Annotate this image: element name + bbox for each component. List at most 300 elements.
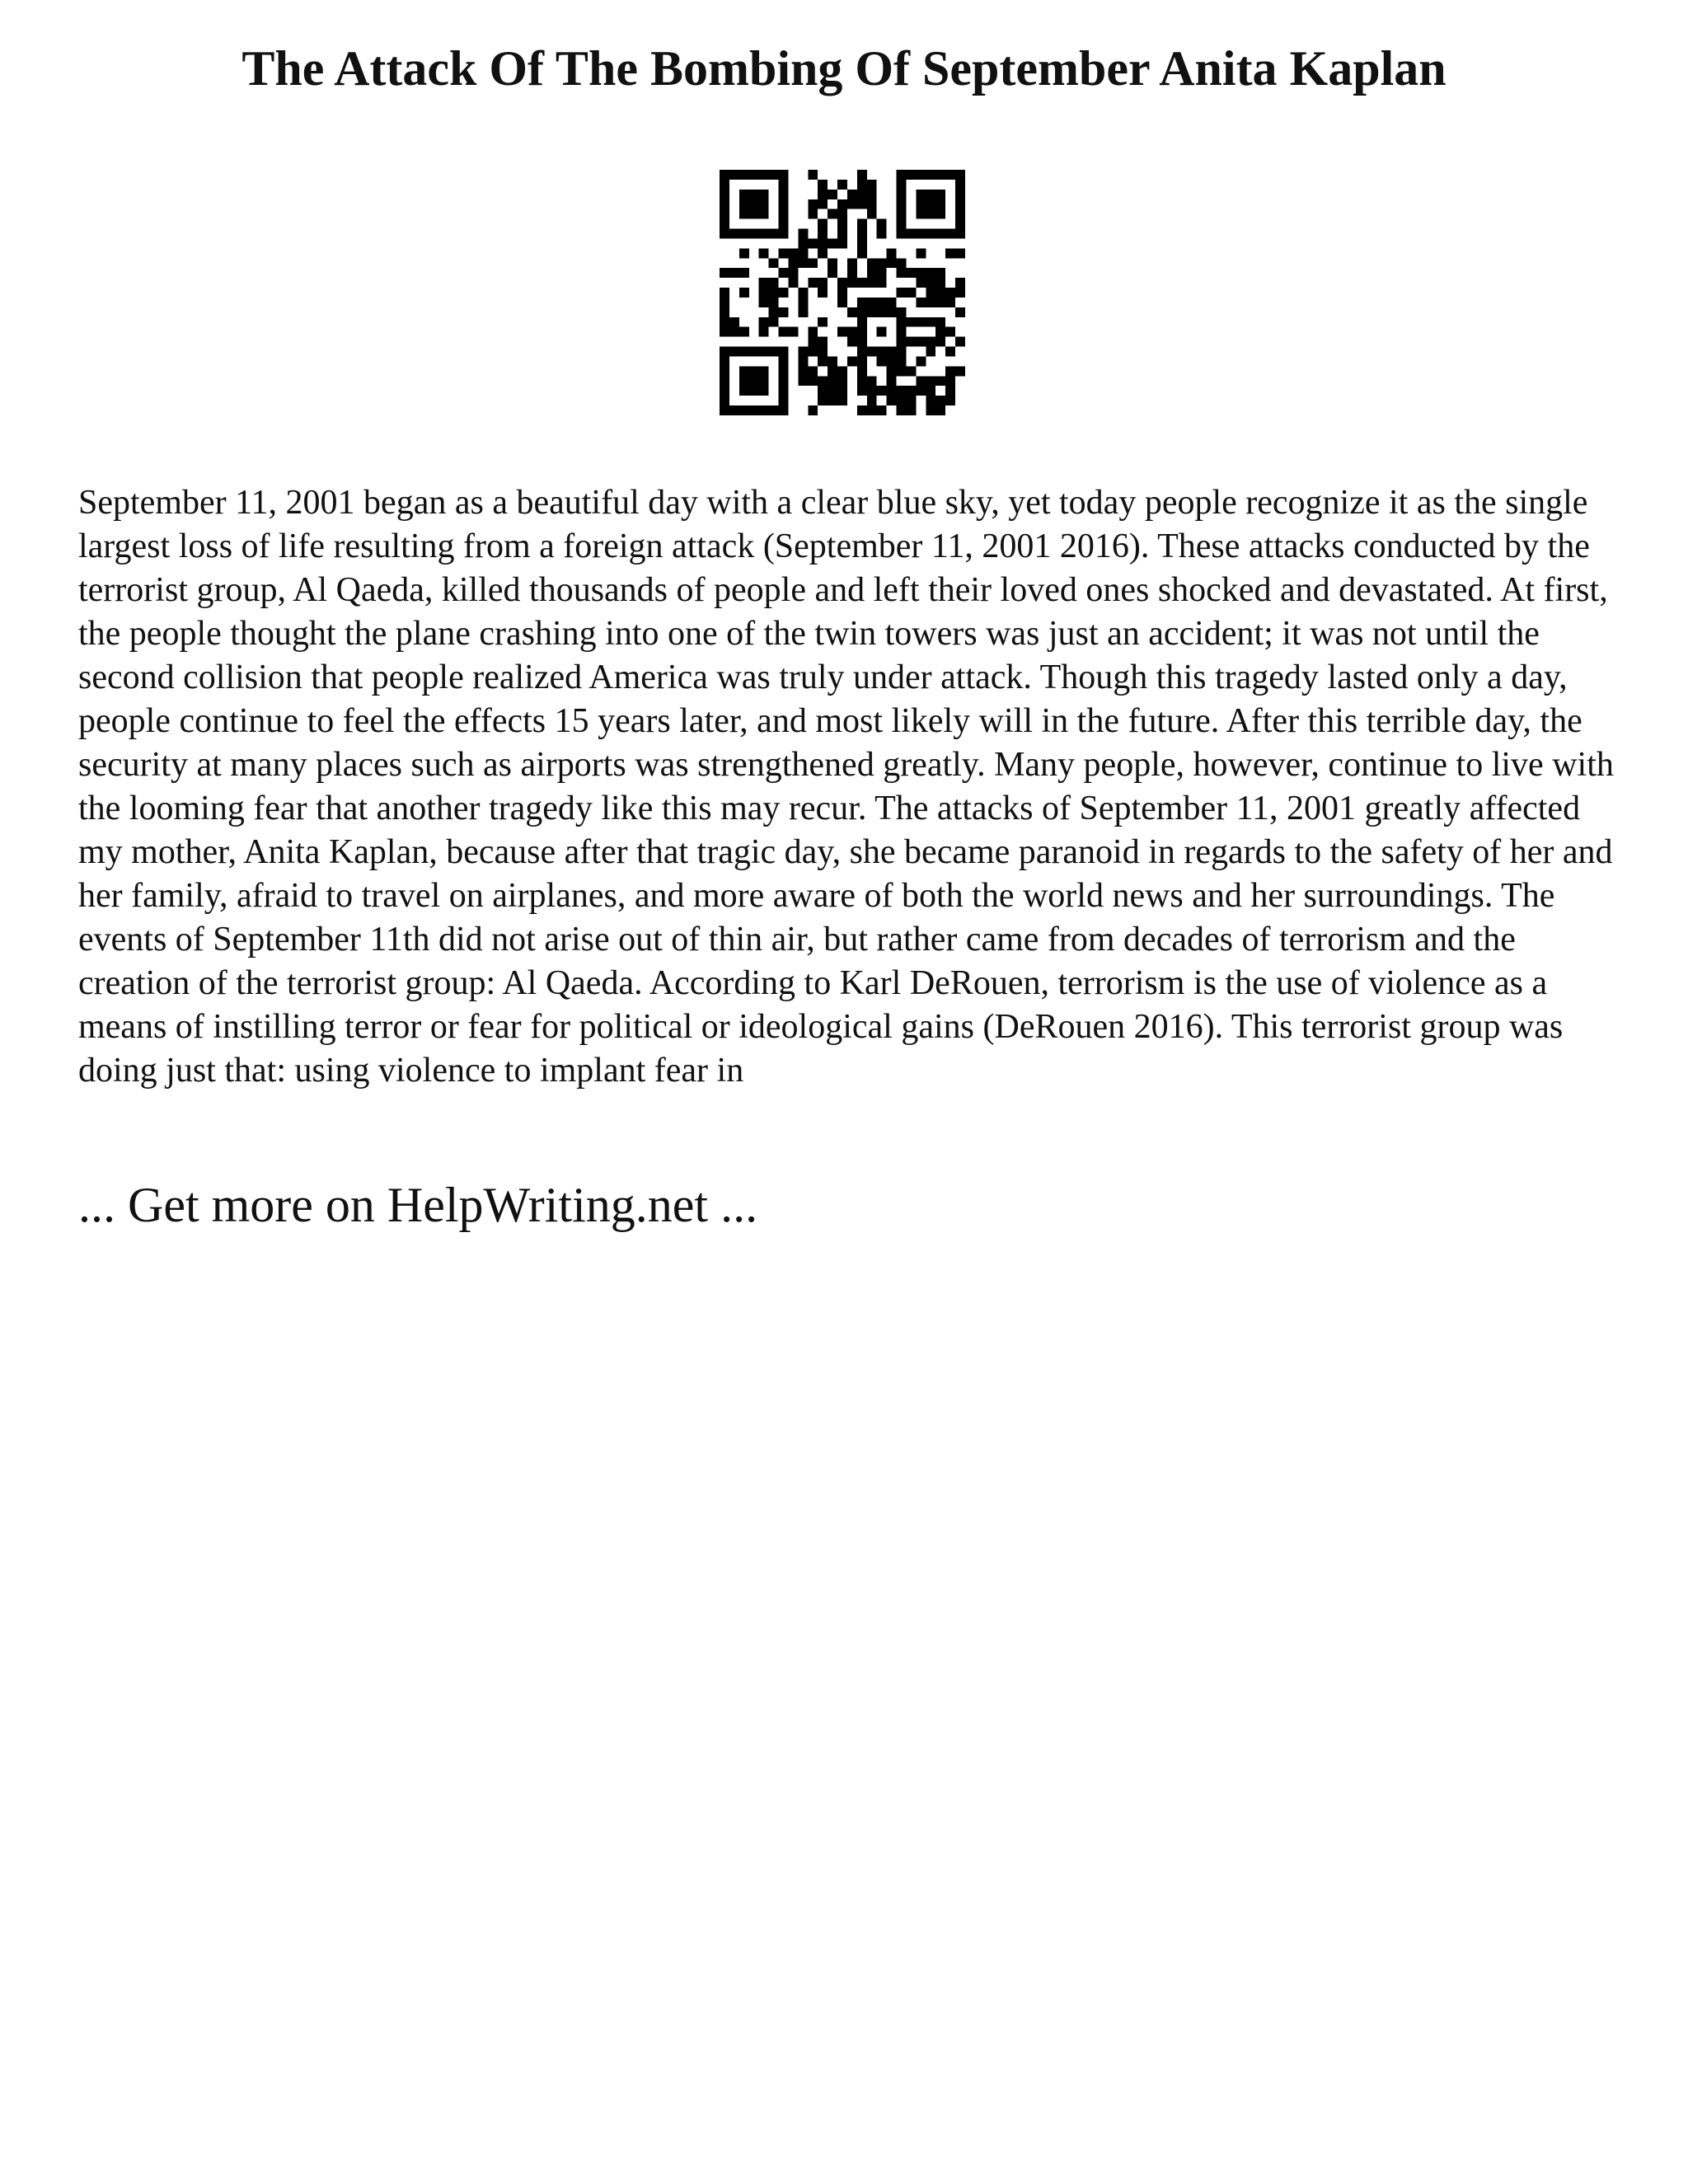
qr-module bbox=[818, 180, 828, 190]
qr-module bbox=[769, 170, 779, 180]
qr-module bbox=[897, 396, 907, 405]
qr-module bbox=[837, 376, 847, 386]
qr-module bbox=[877, 268, 887, 278]
qr-module bbox=[749, 386, 759, 396]
qr-module bbox=[877, 258, 887, 268]
qr-module bbox=[720, 209, 729, 219]
qr-module bbox=[857, 356, 867, 366]
qr-module bbox=[837, 209, 847, 219]
qr-module bbox=[720, 356, 729, 366]
qr-module bbox=[788, 258, 798, 268]
qr-module bbox=[935, 190, 945, 199]
qr-module bbox=[720, 405, 729, 415]
qr-module bbox=[729, 405, 739, 415]
qr-module bbox=[897, 307, 907, 317]
qr-module bbox=[808, 327, 818, 337]
qr-module bbox=[779, 356, 789, 366]
qr-module bbox=[955, 248, 965, 258]
qr-module bbox=[788, 278, 798, 288]
qr-module bbox=[779, 190, 789, 199]
qr-module bbox=[828, 258, 837, 268]
get-more-link[interactable]: ... Get more on HelpWriting.net ... bbox=[78, 1178, 758, 1232]
qr-module bbox=[798, 366, 808, 376]
qr-module bbox=[818, 396, 828, 405]
qr-module bbox=[818, 190, 828, 199]
qr-module bbox=[739, 405, 749, 415]
qr-module bbox=[739, 209, 749, 219]
qr-module bbox=[897, 229, 907, 239]
qr-module bbox=[887, 396, 897, 405]
qr-module bbox=[906, 268, 916, 278]
qr-module bbox=[926, 317, 935, 327]
qr-module bbox=[779, 170, 789, 180]
qr-module bbox=[808, 199, 818, 209]
qr-module bbox=[935, 376, 945, 386]
qr-module bbox=[779, 307, 789, 317]
qr-module bbox=[926, 288, 935, 298]
qr-module bbox=[779, 327, 789, 337]
qr-module bbox=[818, 219, 828, 229]
qr-module bbox=[945, 366, 955, 376]
qr-module bbox=[837, 366, 847, 376]
qr-module bbox=[867, 258, 877, 268]
qr-module bbox=[847, 199, 857, 209]
qr-module bbox=[739, 248, 749, 258]
qr-module bbox=[828, 209, 837, 219]
qr-module bbox=[818, 248, 828, 258]
qr-module bbox=[837, 298, 847, 307]
qr-module bbox=[867, 190, 877, 199]
qr-module bbox=[837, 238, 847, 248]
qr-module bbox=[906, 170, 916, 180]
qr-module bbox=[857, 180, 867, 190]
qr-module bbox=[729, 347, 739, 357]
qr-module bbox=[720, 190, 729, 199]
qr-module bbox=[916, 248, 926, 258]
qr-module bbox=[945, 396, 955, 405]
qr-module bbox=[867, 199, 877, 209]
qr-module bbox=[926, 190, 935, 199]
qr-module bbox=[739, 327, 749, 337]
qr-module bbox=[955, 307, 965, 317]
qr-module bbox=[759, 366, 769, 376]
qr-module bbox=[887, 386, 897, 396]
qr-module bbox=[828, 190, 837, 199]
qr-module bbox=[818, 376, 828, 386]
qr-module bbox=[739, 288, 749, 298]
qr-module bbox=[906, 317, 916, 327]
qr-module bbox=[769, 229, 779, 239]
qr-module bbox=[720, 386, 729, 396]
qr-module bbox=[926, 405, 935, 415]
qr-module bbox=[779, 229, 789, 239]
qr-module bbox=[926, 229, 935, 239]
qr-module bbox=[818, 317, 828, 327]
qr-module bbox=[887, 356, 897, 366]
qr-module bbox=[935, 209, 945, 219]
qr-module bbox=[897, 258, 907, 268]
qr-module bbox=[857, 405, 867, 415]
qr-module bbox=[916, 317, 926, 327]
qr-module bbox=[867, 405, 877, 415]
qr-module bbox=[749, 376, 759, 386]
qr-module bbox=[955, 180, 965, 190]
qr-module bbox=[935, 405, 945, 415]
qr-module bbox=[857, 366, 867, 376]
qr-module bbox=[955, 366, 965, 376]
qr-module bbox=[769, 405, 779, 415]
qr-module bbox=[945, 229, 955, 239]
qr-module bbox=[818, 288, 828, 298]
qr-module bbox=[897, 219, 907, 229]
qr-module bbox=[779, 219, 789, 229]
qr-module bbox=[887, 307, 897, 317]
qr-module bbox=[877, 327, 887, 337]
qr-module bbox=[935, 337, 945, 347]
qr-module bbox=[857, 170, 867, 180]
qr-module bbox=[857, 307, 867, 317]
qr-module bbox=[779, 268, 789, 278]
qr-module bbox=[808, 347, 818, 357]
qr-module bbox=[808, 376, 818, 386]
qr-module bbox=[720, 307, 729, 317]
qr-module bbox=[916, 337, 926, 347]
qr-module bbox=[897, 180, 907, 190]
qr-module bbox=[798, 307, 808, 317]
qr-module bbox=[955, 190, 965, 199]
qr-module bbox=[788, 248, 798, 258]
qr-module bbox=[867, 209, 877, 219]
qr-module bbox=[739, 376, 749, 386]
qr-module bbox=[897, 356, 907, 366]
qr-module bbox=[887, 248, 897, 258]
qr-module bbox=[828, 386, 837, 396]
qr-module bbox=[720, 347, 729, 357]
qr-module bbox=[739, 347, 749, 357]
qr-module bbox=[837, 386, 847, 396]
qr-module bbox=[945, 298, 955, 307]
qr-module bbox=[916, 386, 926, 396]
qr-module bbox=[906, 366, 916, 376]
qr-module bbox=[779, 396, 789, 405]
qr-module bbox=[926, 278, 935, 288]
qr-module bbox=[926, 170, 935, 180]
qr-module bbox=[837, 199, 847, 209]
qr-module bbox=[906, 288, 916, 298]
qr-module bbox=[798, 376, 808, 386]
qr-module bbox=[955, 219, 965, 229]
qr-module bbox=[739, 366, 749, 376]
qr-module bbox=[926, 209, 935, 219]
qr-module bbox=[837, 288, 847, 298]
qr-module bbox=[867, 347, 877, 357]
qr-module bbox=[798, 347, 808, 357]
qr-module bbox=[759, 376, 769, 386]
qr-module bbox=[847, 268, 857, 278]
qr-module bbox=[955, 278, 965, 288]
qr-module bbox=[729, 268, 739, 278]
qr-module bbox=[877, 278, 887, 288]
qr-module bbox=[808, 405, 818, 415]
qr-module bbox=[729, 327, 739, 337]
qr-module bbox=[857, 248, 867, 258]
qr-module bbox=[759, 248, 769, 258]
qr-module bbox=[828, 356, 837, 366]
qr-module bbox=[857, 278, 867, 288]
qr-module bbox=[897, 405, 907, 415]
qr-module bbox=[935, 278, 945, 288]
body-text: September 11, 2001 began as a beautiful day with a clear blue sky, yet today people recognize it as the single largest loss of life resulting from a foreign attack (September 11, 2001 2016). These attacks conducted by the terrorist group, Al Qaeda, killed thousands of people and left their loved ones shocked and devastated. At first, the people thought the plane crashing into one of the twin towers was just an accident; it was not until the second collision that people realized America was truly under attack. Though this tragedy lasted only a day, people continue to feel the effects 15 years later, and most likely will in the future. After this terrible day, the security at many places such as airports was strengthened greatly. Many people, however, continue to live with the looming fear that another tragedy like this may recur. The attacks of September 11, 2001 greatly affected my mother, Anita Kaplan, because after that tragic day, she became paranoid in regards to the safety of her and her family, afraid to travel on airplanes, and more aware of both the world news and her surroundings. The events of September 11th did not arise out of thin air, but rather came from decades of terrorism and the creation of the terrorist group: Al Qaeda. According to Karl DeRouen, terrorism is the use of violence as a means of instilling terror or fear for political or ideological gains (DeRouen 2016). This terrorist group was doing just that: using violence to implant fear in bbox=[78, 484, 1614, 1090]
qr-module bbox=[808, 209, 818, 219]
qr-module bbox=[955, 199, 965, 209]
qr-module bbox=[720, 180, 729, 190]
qr-module bbox=[828, 376, 837, 386]
qr-module bbox=[749, 209, 759, 219]
qr-module bbox=[935, 298, 945, 307]
qr-module bbox=[837, 219, 847, 229]
qr-module bbox=[798, 356, 808, 366]
qr-module bbox=[926, 386, 935, 396]
qr-module bbox=[945, 376, 955, 386]
qr-module bbox=[926, 337, 935, 347]
qr-module bbox=[857, 327, 867, 337]
qr-module bbox=[945, 248, 955, 258]
qr-module bbox=[798, 229, 808, 239]
qr-module bbox=[926, 347, 935, 357]
qr-module bbox=[906, 405, 916, 415]
qr-module bbox=[779, 248, 789, 258]
qr-module bbox=[945, 327, 955, 337]
qr-module bbox=[729, 170, 739, 180]
qr-module bbox=[720, 199, 729, 209]
qr-module bbox=[906, 337, 916, 347]
qr-module bbox=[867, 376, 877, 386]
qr-module bbox=[759, 405, 769, 415]
qr-module bbox=[720, 376, 729, 386]
qr-module bbox=[887, 347, 897, 357]
qr-module bbox=[808, 170, 818, 180]
qr-module bbox=[887, 298, 897, 307]
qr-module bbox=[857, 229, 867, 239]
qr-module bbox=[779, 405, 789, 415]
qr-module bbox=[798, 258, 808, 268]
qr-module bbox=[857, 199, 867, 209]
qr-module bbox=[916, 209, 926, 219]
qr-module bbox=[837, 396, 847, 405]
qr-module bbox=[847, 307, 857, 317]
qr-module bbox=[759, 317, 769, 327]
qr-code bbox=[720, 170, 965, 415]
qr-module bbox=[926, 268, 935, 278]
qr-module bbox=[818, 347, 828, 357]
qr-module bbox=[955, 229, 965, 239]
qr-module bbox=[720, 298, 729, 307]
qr-module bbox=[749, 347, 759, 357]
qr-module bbox=[759, 170, 769, 180]
qr-module bbox=[779, 288, 789, 298]
qr-module bbox=[897, 190, 907, 199]
qr-module bbox=[798, 288, 808, 298]
qr-module bbox=[759, 327, 769, 337]
qr-module bbox=[837, 327, 847, 337]
qr-module bbox=[759, 209, 769, 219]
qr-module bbox=[720, 170, 729, 180]
qr-module bbox=[788, 327, 798, 337]
qr-module bbox=[897, 366, 907, 376]
qr-module bbox=[720, 366, 729, 376]
qr-module bbox=[749, 366, 759, 376]
qr-module bbox=[867, 180, 877, 190]
qr-module bbox=[867, 386, 877, 396]
qr-module bbox=[897, 317, 907, 327]
qr-module bbox=[769, 298, 779, 307]
qr-module bbox=[720, 396, 729, 405]
qr-module bbox=[897, 337, 907, 347]
qr-module bbox=[935, 317, 945, 327]
qr-module bbox=[739, 268, 749, 278]
qr-module bbox=[769, 278, 779, 288]
qr-module bbox=[857, 376, 867, 386]
qr-module bbox=[818, 278, 828, 288]
qr-module bbox=[847, 278, 857, 288]
qr-module bbox=[887, 366, 897, 376]
qr-module bbox=[720, 219, 729, 229]
qr-module bbox=[857, 219, 867, 229]
qr-module bbox=[818, 386, 828, 396]
qr-module bbox=[916, 376, 926, 386]
qr-module bbox=[720, 327, 729, 337]
qr-module bbox=[749, 405, 759, 415]
qr-module bbox=[720, 288, 729, 298]
qr-module bbox=[749, 229, 759, 239]
qr-module bbox=[857, 298, 867, 307]
qr-module bbox=[955, 170, 965, 180]
qr-module bbox=[798, 248, 808, 258]
qr-code-icon bbox=[720, 170, 965, 415]
qr-module bbox=[779, 376, 789, 386]
qr-module bbox=[847, 337, 857, 347]
qr-module bbox=[759, 229, 769, 239]
qr-module bbox=[877, 307, 887, 317]
qr-module bbox=[877, 229, 887, 239]
qr-module bbox=[877, 386, 887, 396]
qr-module bbox=[935, 396, 945, 405]
qr-module bbox=[828, 396, 837, 405]
qr-module bbox=[897, 386, 907, 396]
qr-module bbox=[935, 288, 945, 298]
qr-module bbox=[847, 327, 857, 337]
qr-module bbox=[935, 327, 945, 337]
qr-module bbox=[857, 347, 867, 357]
qr-module bbox=[906, 396, 916, 405]
qr-module bbox=[808, 337, 818, 347]
qr-module bbox=[916, 278, 926, 288]
qr-module bbox=[739, 170, 749, 180]
qr-module bbox=[916, 356, 926, 366]
qr-module bbox=[759, 288, 769, 298]
qr-module bbox=[759, 298, 769, 307]
qr-module bbox=[877, 219, 887, 229]
qr-module bbox=[818, 229, 828, 239]
qr-module bbox=[847, 258, 857, 268]
qr-module bbox=[749, 199, 759, 209]
qr-module bbox=[798, 238, 808, 248]
qr-module bbox=[955, 288, 965, 298]
qr-module bbox=[759, 278, 769, 288]
qr-module bbox=[759, 190, 769, 199]
qr-module bbox=[926, 298, 935, 307]
qr-module bbox=[828, 268, 837, 278]
qr-module bbox=[906, 386, 916, 396]
qr-module bbox=[945, 170, 955, 180]
qr-module bbox=[759, 347, 769, 357]
qr-module bbox=[897, 209, 907, 219]
qr-module bbox=[945, 347, 955, 357]
qr-module bbox=[955, 209, 965, 219]
qr-module bbox=[788, 268, 798, 278]
qr-module bbox=[769, 288, 779, 298]
qr-module bbox=[857, 337, 867, 347]
qr-module bbox=[906, 229, 916, 239]
qr-module bbox=[916, 170, 926, 180]
qr-module bbox=[720, 229, 729, 239]
qr-module bbox=[779, 209, 789, 219]
qr-module bbox=[897, 199, 907, 209]
qr-module bbox=[808, 366, 818, 376]
qr-module bbox=[779, 199, 789, 209]
qr-module bbox=[887, 258, 897, 268]
qr-module bbox=[897, 288, 907, 298]
qr-module bbox=[867, 268, 877, 278]
qr-module bbox=[857, 238, 867, 248]
qr-module bbox=[877, 298, 887, 307]
qr-module bbox=[926, 396, 935, 405]
qr-module bbox=[916, 190, 926, 199]
qr-module bbox=[759, 199, 769, 209]
qr-module bbox=[867, 307, 877, 317]
qr-module bbox=[926, 376, 935, 386]
qr-module bbox=[955, 337, 965, 347]
qr-module bbox=[935, 199, 945, 209]
qr-module bbox=[828, 366, 837, 376]
qr-module bbox=[818, 199, 828, 209]
qr-module bbox=[847, 190, 857, 199]
qr-module bbox=[779, 386, 789, 396]
qr-module bbox=[828, 238, 837, 248]
qr-module bbox=[916, 229, 926, 239]
qr-module bbox=[945, 288, 955, 298]
qr-module bbox=[818, 238, 828, 248]
qr-module bbox=[867, 278, 877, 288]
qr-module bbox=[729, 317, 739, 327]
qr-module bbox=[837, 278, 847, 288]
qr-module bbox=[818, 356, 828, 366]
qr-module bbox=[808, 278, 818, 288]
qr-module bbox=[867, 396, 877, 405]
qr-module bbox=[857, 386, 867, 396]
qr-module bbox=[798, 298, 808, 307]
qr-module bbox=[720, 268, 729, 278]
qr-module bbox=[897, 347, 907, 357]
qr-module bbox=[729, 229, 739, 239]
qr-module bbox=[935, 268, 945, 278]
qr-module bbox=[867, 298, 877, 307]
qr-module bbox=[739, 190, 749, 199]
qr-module bbox=[720, 317, 729, 327]
qr-module bbox=[916, 298, 926, 307]
qr-module bbox=[897, 170, 907, 180]
qr-module bbox=[877, 405, 887, 415]
